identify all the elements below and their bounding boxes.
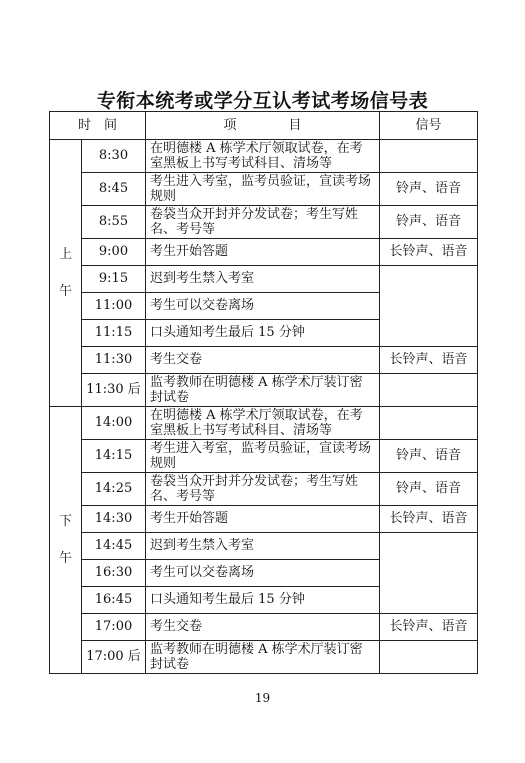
table-row: [50, 506, 478, 533]
time-cell: 17:00: [82, 614, 146, 641]
signal-cell: [380, 266, 478, 347]
table-row: [50, 206, 478, 239]
table-row: [50, 347, 478, 374]
table-row: [50, 473, 478, 506]
time-cell: 8:30: [82, 140, 146, 173]
table-row: [50, 440, 478, 473]
item-cell: 考生可以交卷离场: [146, 560, 380, 587]
signal-cell: 铃声、语音: [380, 440, 478, 473]
table-row: [50, 641, 478, 674]
time-cell: 8:55: [82, 206, 146, 239]
period-morning-char-2: 午: [58, 284, 72, 299]
time-cell: 14:00: [82, 407, 146, 440]
time-cell: 14:30: [82, 506, 146, 533]
table-row: [50, 374, 478, 407]
item-cell: 在明德楼 A 栋学术厅领取试卷，在考室黑板上书写考试科目、清场等: [146, 407, 380, 440]
period-afternoon-char-2: 午: [58, 551, 72, 566]
time-cell: 9:00: [82, 239, 146, 266]
signal-cell: [380, 374, 478, 407]
signal-table: [49, 111, 478, 674]
period-afternoon-char-1: 下: [58, 513, 72, 529]
table-row: [50, 533, 478, 560]
page-title: 专衔本统考或学分互认考试考场信号表: [96, 90, 429, 112]
time-cell: 16:45: [82, 587, 146, 614]
period-morning-char-1: 上: [58, 246, 72, 262]
table-header-row: [50, 112, 478, 140]
header-item: 项 目: [146, 112, 380, 140]
item-cell: 考生可以交卷离场: [146, 293, 380, 320]
signal-cell: 铃声、语音: [380, 173, 478, 206]
header-time: 时 间: [50, 112, 146, 140]
table-row: [50, 173, 478, 206]
time-cell: 14:45: [82, 533, 146, 560]
table-row: [50, 407, 478, 440]
signal-cell: 长铃声、语音: [380, 614, 478, 641]
item-cell: 口头通知考生最后 15 分钟: [146, 320, 380, 347]
time-cell: 17:00 后: [82, 641, 146, 674]
signal-cell: 铃声、语音: [380, 473, 478, 506]
signal-cell: 铃声、语音: [380, 206, 478, 239]
signal-cell: [380, 533, 478, 614]
signal-cell: 长铃声、语音: [380, 239, 478, 266]
table-row: [50, 266, 478, 293]
time-cell: 16:30: [82, 560, 146, 587]
item-cell: 考生开始答题: [146, 239, 380, 266]
item-cell: 卷袋当众开封并分发试卷；考生写姓名、考号等: [146, 206, 380, 239]
time-cell: 11:30: [82, 347, 146, 374]
item-cell: 考生进入考室，监考员验证，宣读考场规则: [146, 440, 380, 473]
item-cell: 卷袋当众开封并分发试卷；考生写姓名、考号等: [146, 473, 380, 506]
signal-cell: [380, 641, 478, 674]
item-cell: 迟到考生禁入考室: [146, 533, 380, 560]
table-row: [50, 614, 478, 641]
signal-cell: [380, 140, 478, 173]
item-cell: 口头通知考生最后 15 分钟: [146, 587, 380, 614]
signal-cell: 长铃声、语音: [380, 506, 478, 533]
header-signal: 信号: [380, 112, 478, 140]
time-cell: 9:15: [82, 266, 146, 293]
item-cell: 监考教师在明德楼 A 栋学术厅装订密封试卷: [146, 374, 380, 407]
signal-cell: 长铃声、语音: [380, 347, 478, 374]
item-cell: 迟到考生禁入考室: [146, 266, 380, 293]
signal-cell: [380, 407, 478, 440]
table-row: [50, 140, 478, 173]
item-cell: 在明德楼 A 栋学术厅领取试卷，在考室黑板上书写考试科目、清场等: [146, 140, 380, 173]
time-cell: 8:45: [82, 173, 146, 206]
time-cell: 11:00: [82, 293, 146, 320]
period-morning: [50, 140, 82, 407]
item-cell: 监考教师在明德楼 A 栋学术厅装订密封试卷: [146, 641, 380, 674]
period-afternoon: [50, 407, 82, 674]
item-cell: 考生开始答题: [146, 506, 380, 533]
time-cell: 14:15: [82, 440, 146, 473]
item-cell: 考生交卷: [146, 347, 380, 374]
item-cell: 考生进入考室，监考员验证，宣读考场规则: [146, 173, 380, 206]
item-cell: 考生交卷: [146, 614, 380, 641]
time-cell: 14:25: [82, 473, 146, 506]
table-row: [50, 239, 478, 266]
page-number: 19: [254, 691, 271, 705]
time-cell: 11:15: [82, 320, 146, 347]
time-cell: 11:30 后: [82, 374, 146, 407]
